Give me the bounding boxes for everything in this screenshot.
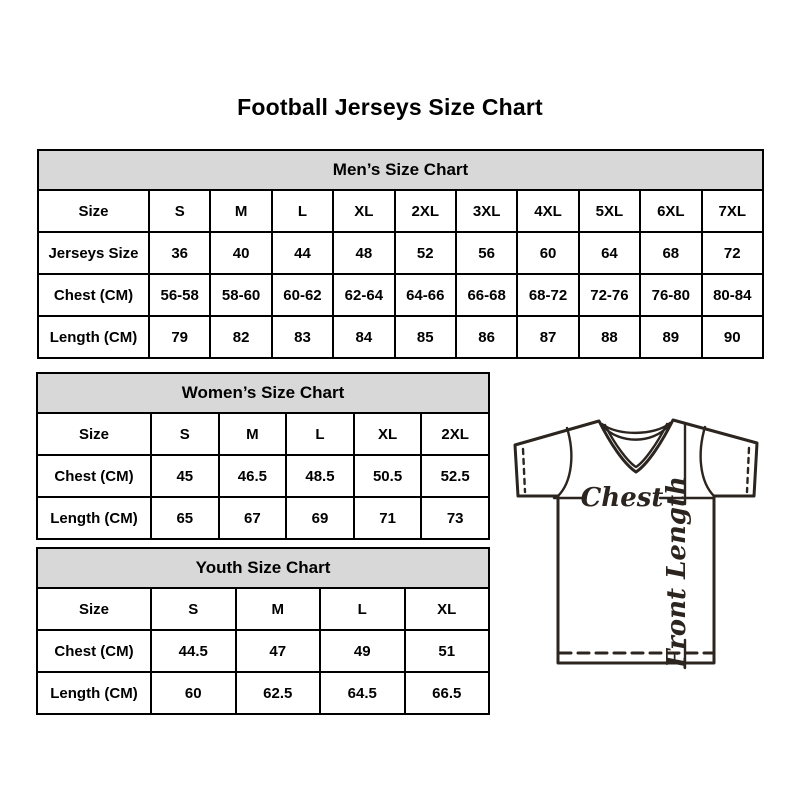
table-row [38, 274, 763, 316]
size-value-cell: 2XL [395, 190, 456, 232]
size-value-cell: 72-76 [579, 274, 640, 316]
collar-band-arc-outer [602, 423, 670, 433]
youth-table-title: Youth Size Chart [37, 548, 489, 588]
row-label: Chest (CM) [37, 630, 151, 672]
size-value-cell: 64 [579, 232, 640, 274]
size-value-cell: 71 [354, 497, 422, 539]
womens-size-table [36, 372, 490, 540]
row-label: Length (CM) [37, 672, 151, 714]
table-header-row [37, 548, 489, 588]
table-row [37, 413, 489, 455]
mens-table-title: Men’s Size Chart [38, 150, 763, 190]
size-value-cell: 7XL [702, 190, 763, 232]
row-label: Size [38, 190, 149, 232]
size-value-cell: S [151, 413, 219, 455]
size-value-cell: 65 [151, 497, 219, 539]
size-value-cell: 85 [395, 316, 456, 358]
size-value-cell: 68-72 [517, 274, 578, 316]
row-label: Length (CM) [37, 497, 151, 539]
size-value-cell: 66.5 [405, 672, 490, 714]
size-value-cell: XL [333, 190, 394, 232]
size-value-cell: 76-80 [640, 274, 701, 316]
row-label: Length (CM) [38, 316, 149, 358]
row-label: Chest (CM) [38, 274, 149, 316]
size-value-cell: M [210, 190, 271, 232]
size-value-cell: 66-68 [456, 274, 517, 316]
size-value-cell: 60 [151, 672, 236, 714]
size-value-cell: 64.5 [320, 672, 405, 714]
size-value-cell: 62-64 [333, 274, 394, 316]
size-value-cell: XL [354, 413, 422, 455]
size-value-cell: 87 [517, 316, 578, 358]
size-value-cell: 84 [333, 316, 394, 358]
size-value-cell: 86 [456, 316, 517, 358]
size-value-cell: M [236, 588, 321, 630]
table-header-row [38, 150, 763, 190]
size-value-cell: 40 [210, 232, 271, 274]
page-title: Football Jerseys Size Chart [237, 94, 543, 120]
size-value-cell: 56-58 [149, 274, 210, 316]
size-value-cell: S [149, 190, 210, 232]
size-value-cell: 36 [149, 232, 210, 274]
table-row [38, 190, 763, 232]
size-value-cell: 5XL [579, 190, 640, 232]
chest-label: Chest [580, 483, 664, 513]
size-value-cell: S [151, 588, 236, 630]
size-value-cell: L [286, 413, 354, 455]
mens-size-table [37, 149, 764, 359]
row-label: Jerseys Size [38, 232, 149, 274]
size-value-cell: 67 [219, 497, 287, 539]
size-value-cell: 50.5 [354, 455, 422, 497]
size-value-cell: 45 [151, 455, 219, 497]
size-value-cell: 89 [640, 316, 701, 358]
size-value-cell: 46.5 [219, 455, 287, 497]
size-value-cell: 88 [579, 316, 640, 358]
size-value-cell: 44 [272, 232, 333, 274]
size-value-cell: 83 [272, 316, 333, 358]
size-value-cell: L [320, 588, 405, 630]
size-value-cell: 58-60 [210, 274, 271, 316]
jersey-measurement-diagram [502, 412, 770, 678]
size-value-cell: 82 [210, 316, 271, 358]
size-value-cell: 4XL [517, 190, 578, 232]
size-value-cell: 6XL [640, 190, 701, 232]
size-value-cell: 60 [517, 232, 578, 274]
table-row [37, 672, 489, 714]
size-value-cell: 48 [333, 232, 394, 274]
size-value-cell: 48.5 [286, 455, 354, 497]
table-row [37, 630, 489, 672]
youth-size-table [36, 547, 490, 715]
size-value-cell: 62.5 [236, 672, 321, 714]
size-value-cell: 80-84 [702, 274, 763, 316]
size-value-cell: 73 [421, 497, 489, 539]
table-header-row [37, 373, 489, 413]
size-value-cell: 47 [236, 630, 321, 672]
table-row [38, 316, 763, 358]
size-value-cell: 64-66 [395, 274, 456, 316]
size-value-cell: 56 [456, 232, 517, 274]
size-value-cell: L [272, 190, 333, 232]
jersey-outline-icon [515, 420, 757, 663]
size-value-cell: M [219, 413, 287, 455]
size-value-cell: 60-62 [272, 274, 333, 316]
row-label: Size [37, 588, 151, 630]
table-row [37, 588, 489, 630]
size-value-cell: 44.5 [151, 630, 236, 672]
size-value-cell: 49 [320, 630, 405, 672]
row-label: Chest (CM) [37, 455, 151, 497]
size-value-cell: 52.5 [421, 455, 489, 497]
size-value-cell: 2XL [421, 413, 489, 455]
row-label: Size [37, 413, 151, 455]
size-value-cell: 51 [405, 630, 490, 672]
table-row [38, 232, 763, 274]
front-length-label: Front Length [662, 476, 692, 668]
size-value-cell: XL [405, 588, 490, 630]
size-value-cell: 68 [640, 232, 701, 274]
size-value-cell: 72 [702, 232, 763, 274]
size-value-cell: 90 [702, 316, 763, 358]
size-value-cell: 79 [149, 316, 210, 358]
size-value-cell: 3XL [456, 190, 517, 232]
size-value-cell: 52 [395, 232, 456, 274]
table-row [37, 455, 489, 497]
table-row [37, 497, 489, 539]
womens-table-title: Women’s Size Chart [37, 373, 489, 413]
size-value-cell: 69 [286, 497, 354, 539]
